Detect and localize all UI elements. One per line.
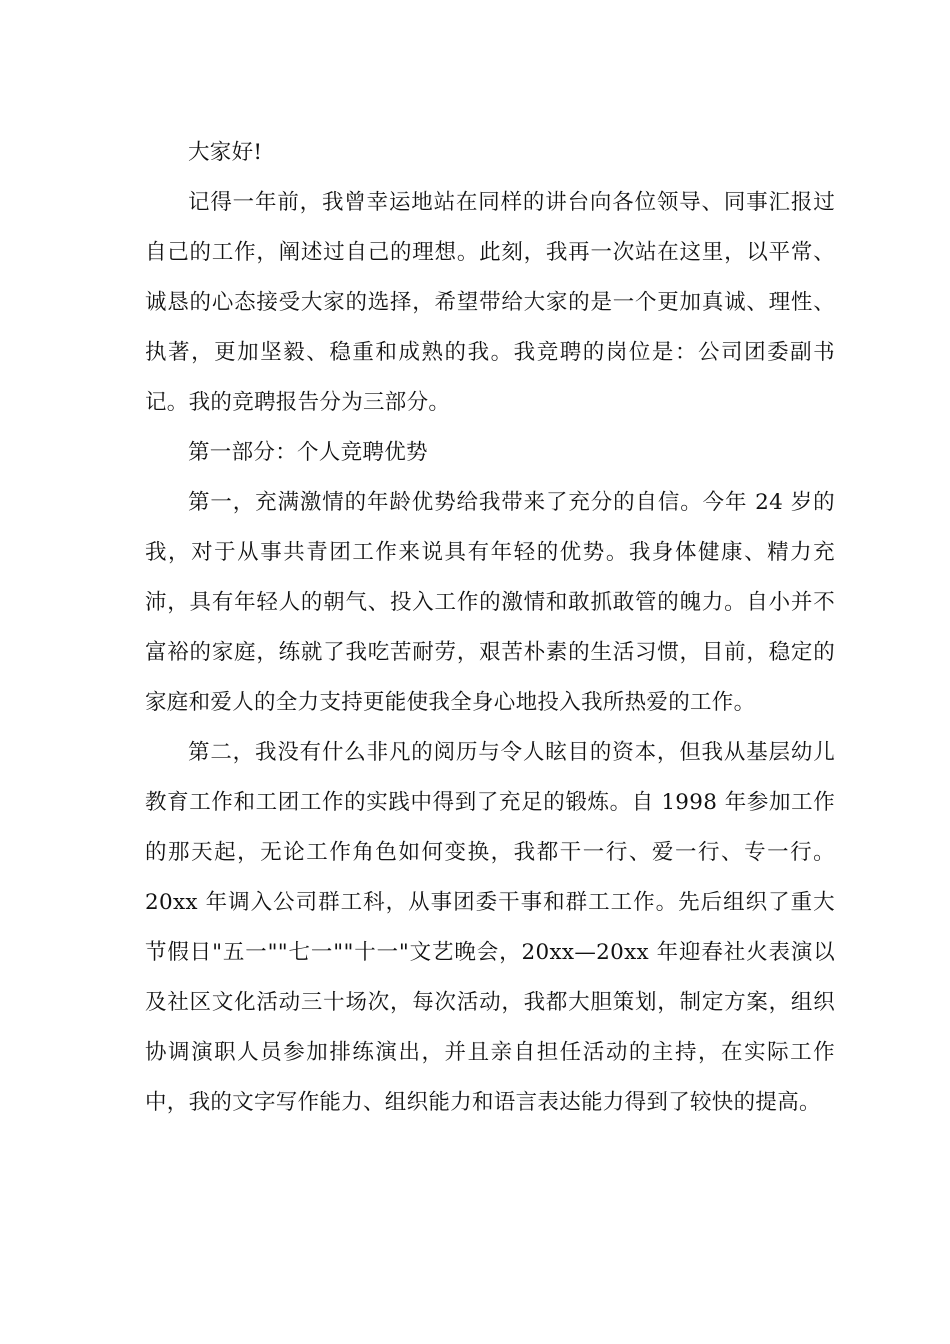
document-body — [145, 128, 835, 1128]
intro-paragraph: 记得一年前，我曾幸运地站在同样的讲台向各位领导、同事汇报过自己的工作，阐述过自己的理想。此刻，我再一次站在这里，以平常、诚恳的心态接受大家的选择，希望带给大家的是一个更加真诚、理性、执著，更加坚毅、稳重和成熟的我。我竞聘的岗位是：公司团委副书记。我的竞聘报告分为三部分。 — [145, 190, 835, 415]
greeting-paragraph: 大家好! — [188, 140, 263, 165]
advantage-two-paragraph: 第二，我没有什么非凡的阅历与令人眩目的资本，但我从基层幼儿教育工作和工团工作的实践中得到了充足的锻炼。自 1998 年参加工作的那天起，无论工作角色如何变换，我都干一行、爱一行、专一行。20xx 年调入公司群工科，从事团委干事和群工工作。先后组织了重大节假日"五一""七一""十一"文艺晚会，20xx—20xx 年迎春社火表演以及社区文化活动三十场次，每次活动，我都大胆策划，制定方案，组织协调演职人员参加排练演出，并且亲自担任活动的主持，在实际工作中，我的文字写作能力、组织能力和语言表达能力得到了较快的提高。 — [145, 740, 835, 1115]
advantage-one-paragraph: 第一，充满激情的年龄优势给我带来了充分的自信。今年 24 岁的我，对于从事共青团工作来说具有年轻的优势。我身体健康、精力充沛，具有年轻人的朝气、投入工作的激情和敢抓敢管的魄力。自小并不富裕的家庭，练就了我吃苦耐劳，艰苦朴素的生活习惯，目前，稳定的家庭和爱人的全力支持更能使我全身心地投入我所热爱的工作。 — [145, 490, 835, 715]
section-heading: 第一部分：个人竞聘优势 — [188, 440, 428, 465]
